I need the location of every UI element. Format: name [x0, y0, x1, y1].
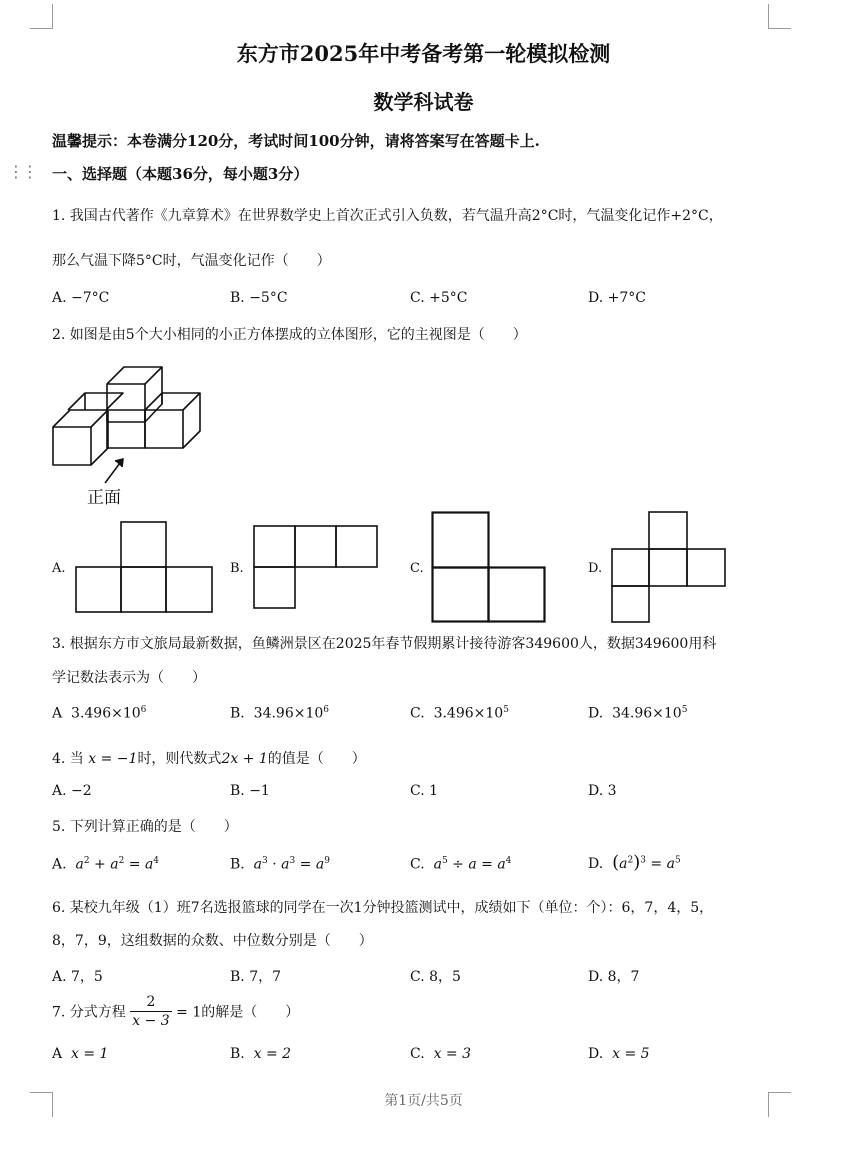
q1-option-b[interactable]: B. −5°C: [230, 290, 288, 306]
q5-option-c-label: C.: [410, 856, 425, 873]
q1-option-d[interactable]: D. +7°C: [588, 290, 646, 306]
q4-option-c[interactable]: C. 1: [410, 783, 439, 799]
q7-option-c[interactable]: [410, 1046, 471, 1062]
exam-subtitle: 数学科试卷: [373, 90, 474, 114]
q3-line2: 学记数法表示为（ ）: [52, 670, 206, 686]
q5-option-a[interactable]: A. $a^2 + a^2 = a^4$: [52, 856, 160, 873]
q7-option-a-value: x = 1: [71, 1046, 109, 1062]
q6-option-d[interactable]: D. 8，7: [588, 969, 640, 985]
q7-option-b-value: x = 2: [253, 1046, 292, 1062]
corner-mark-top-left: [30, 4, 53, 29]
q3-option-b-exp: 6: [323, 705, 330, 715]
q3-option-d-label: D.: [588, 705, 604, 722]
q6-line2: 8，7，9，这组数据的众数、中位数分别是（ ）: [52, 933, 373, 949]
corner-mark-top-right: [768, 4, 791, 29]
q3-option-c-exp: 5: [503, 705, 509, 715]
q3-option-c-value: 3.496×10: [433, 705, 504, 722]
q4-expression: 2x + 1: [221, 751, 268, 767]
q7-option-b-label: B.: [230, 1046, 245, 1062]
q3-option-b-value: 34.96×10: [253, 705, 324, 722]
q7-option-b[interactable]: [230, 1046, 291, 1062]
q4-option-b[interactable]: B. −1: [230, 783, 270, 799]
q3-option-d[interactable]: [588, 705, 687, 722]
q2-option-d-label[interactable]: D.: [588, 561, 603, 576]
drag-handle-icon[interactable]: ⋮⋮: [8, 162, 36, 181]
q1-option-c[interactable]: C. +5°C: [410, 290, 468, 306]
q3-option-d-value: 34.96×10: [612, 705, 682, 722]
section-heading: 一、选择题（本题36分，每小题3分）: [52, 165, 309, 183]
q1-line1: 1. 我国古代著作《九章算术》在世界数学史上首次正式引入负数，若气温升高2°C时，气温变化记作+2°C，: [52, 208, 723, 224]
q3-option-a-exp: 6: [140, 705, 147, 715]
q4-option-d[interactable]: D. 3: [588, 783, 617, 799]
q3-option-a-label: A: [52, 705, 63, 722]
cube-stack-figure: [50, 355, 210, 470]
q6-option-c[interactable]: C. 8，5: [410, 969, 461, 985]
q3-option-c-label: C.: [410, 705, 425, 722]
q5-text: 5. 下列计算正确的是（ ）: [52, 819, 238, 835]
q6-option-a[interactable]: A. 7，5: [52, 969, 103, 985]
q3-option-a-value: 3.496×10: [71, 705, 141, 722]
q2-option-a-label[interactable]: A.: [52, 561, 66, 576]
q7-option-d[interactable]: [588, 1046, 650, 1062]
page-number: 第1页/共5页: [384, 1093, 463, 1109]
q7-option-a-label: A: [52, 1046, 63, 1062]
q7-post: = 1的解是（ ）: [176, 1004, 300, 1021]
q7-pre: 7. 分式方程: [52, 1004, 126, 1021]
q2-option-c-label[interactable]: C.: [410, 561, 424, 576]
q5-option-c[interactable]: C. $a^5 \div a = a^4$: [410, 856, 512, 873]
q5-option-a-label: A.: [52, 856, 67, 873]
q4-pre: 4. 当: [52, 751, 84, 767]
q5-option-b-label: B.: [230, 856, 245, 873]
q2-option-d-figure[interactable]: [611, 511, 727, 623]
q6-line1: 6. 某校九年级（1）班7名选报篮球的同学在一次1分钟投篮测试中，成绩如下（单位：个）：6，7，4，5，: [52, 900, 714, 916]
q4-option-a[interactable]: A. −2: [52, 783, 92, 799]
q3-line1: 3. 根据东方市文旅局最新数据，鱼鳞洲景区在2025年春节假期累计接待游客349600人，数据349600用科: [52, 636, 717, 652]
q7-numerator: 2: [130, 993, 171, 1012]
q2-option-b-label[interactable]: B.: [230, 561, 244, 576]
q1-option-a[interactable]: A. −7°C: [52, 290, 110, 306]
q4-condition: x = −1: [88, 751, 138, 767]
q2-text: 2. 如图是由5个大小相同的小正方体摆成的立体图形，它的主视图是（ ）: [52, 327, 527, 343]
q7-option-a[interactable]: [52, 1046, 108, 1062]
q2-option-b-figure[interactable]: [253, 525, 378, 609]
q7-option-d-value: x = 5: [612, 1046, 650, 1062]
q7-option-c-label: C.: [410, 1046, 425, 1062]
q4-post: 的值是（ ）: [267, 751, 366, 767]
exam-title: 东方市2025年中考备考第一轮模拟检测: [236, 41, 611, 66]
front-view-label: 正面: [87, 488, 121, 508]
q2-option-a-figure[interactable]: [75, 521, 215, 613]
q2-option-c-figure[interactable]: [431, 511, 547, 623]
q3-option-d-exp: 5: [681, 705, 688, 715]
q1-line2: 那么气温下降5°C时，气温变化记作（ ）: [52, 253, 331, 269]
q7-option-c-value: x = 3: [433, 1046, 472, 1062]
q5-option-b[interactable]: B. $a^3 \cdot a^3 = a^9$: [230, 856, 330, 873]
q3-option-b-label: B.: [230, 705, 245, 722]
q4-text: [52, 748, 366, 768]
q3-option-c[interactable]: [410, 705, 509, 722]
q7-option-d-label: D.: [588, 1046, 604, 1062]
q7-denominator: x − 3: [132, 1013, 170, 1029]
q7-fraction: [130, 993, 171, 1030]
q6-option-b[interactable]: B. 7，7: [230, 969, 282, 985]
q7-text: [52, 993, 299, 1030]
q3-option-b[interactable]: [230, 705, 329, 722]
q5-option-d[interactable]: D. $(a^2)^3 = a^5$: [588, 852, 681, 873]
q4-mid: 时，则代数式: [137, 751, 222, 767]
q3-option-a[interactable]: [52, 705, 146, 722]
q5-option-d-label: D.: [588, 856, 604, 872]
exam-notice: 温馨提示：本卷满分120分，考试时间100分钟，请将答案写在答题卡上.: [52, 132, 540, 150]
